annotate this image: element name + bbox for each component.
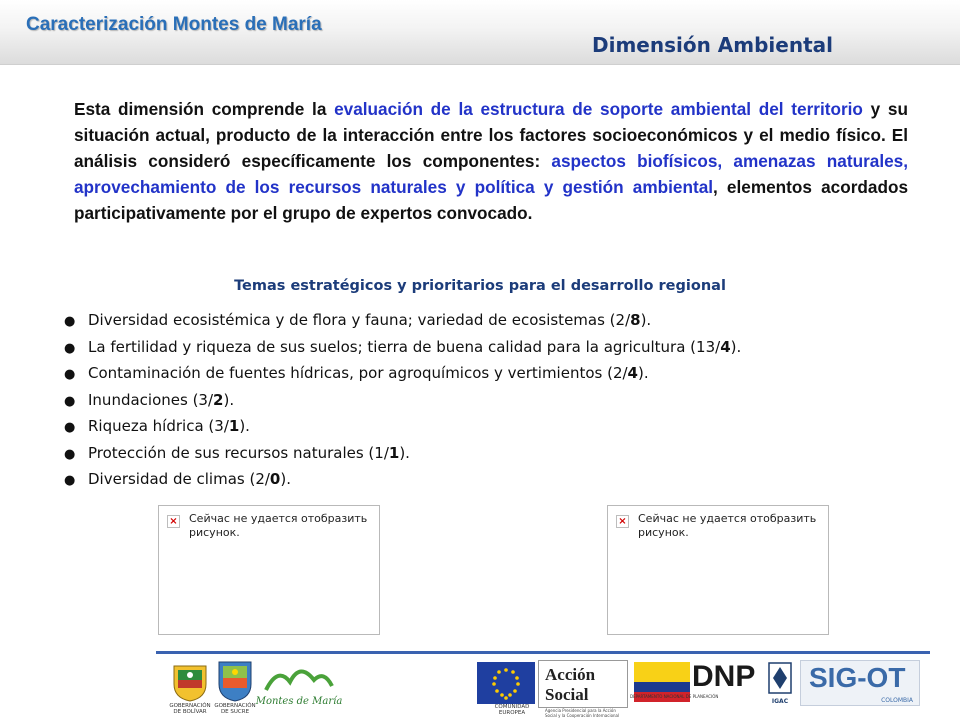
intro-text-1: Esta dimensión comprende la (74, 99, 335, 119)
bullet-icon: ● (64, 420, 76, 435)
sig-ot-subtitle: COLOMBIA (881, 697, 913, 704)
brand-title: Caracterización Montes de María (26, 14, 322, 35)
topic-end: ). (280, 470, 291, 488)
topic-end: ). (637, 364, 649, 382)
list-item (64, 361, 741, 388)
topic-count: 2 (213, 390, 224, 409)
accion-social-label: Acción Social (545, 665, 596, 704)
topic-count: 0 (269, 470, 281, 488)
topic-end: ). (223, 390, 235, 409)
gob-sucre-caption: GOBERNACIÓN DE SUCRE (214, 703, 256, 715)
subheading: Temas estratégicos y prioritarios para el desarrollo regional (234, 278, 726, 294)
bullet-icon: ● (64, 393, 76, 409)
bullet-icon: ● (64, 367, 76, 382)
list-item (64, 388, 741, 415)
intro-text-3: , elementos acordados participativamente por el grupo de expertos convocado. (74, 177, 908, 223)
topic-count: 1 (388, 443, 400, 462)
footer-rule (156, 651, 930, 654)
igac-emblem-icon (768, 662, 792, 694)
topic-end: ). (399, 443, 410, 462)
broken-image-message: Сейчас не удается отобразить рисунок. (189, 512, 368, 539)
broken-image-icon: × (167, 515, 180, 528)
dnp-subtitle: DEPARTAMENTO NACIONAL DE PLANEACIÓN (630, 694, 719, 699)
list-item (64, 308, 741, 335)
topic-count: 4 (627, 364, 638, 382)
topic-text: Diversidad ecosistémica y de flora y fauna; variedad de ecosistemas (2/ (88, 311, 631, 329)
intro-highlight-2: aspectos biofísicos, amenazas naturales, aprovechamiento de los recursos naturales y política y gestión ambiental (74, 151, 908, 197)
broken-image-left (158, 505, 380, 635)
bullet-icon: ● (64, 473, 76, 488)
topic-text: Riqueza hídrica (3/ (88, 417, 229, 435)
bullet-icon: ● (64, 340, 76, 356)
accion-social-logo (538, 660, 628, 718)
topic-end: ). (640, 311, 652, 329)
list-item (64, 467, 741, 494)
comunidad-europea-caption: COMUNIDAD EUROPEA (494, 704, 530, 716)
accion-social-subtitle: Agencia Presidencial para la Acción Social y la Cooperación Internacional (545, 708, 620, 718)
broken-image-right (607, 505, 829, 635)
list-item (64, 441, 741, 468)
sig-ot-label: SIG-OT (809, 662, 906, 693)
intro-highlight-1: evaluación de la estructura de soporte ambiental del territorio (334, 99, 863, 119)
topic-end: ). (239, 417, 250, 435)
sucre-coat-of-arms-logo (216, 658, 254, 702)
list-item (64, 414, 741, 441)
bullet-icon: ● (64, 446, 76, 462)
bolivar-coat-of-arms-logo (170, 660, 210, 702)
gob-bolivar-caption: GOBERNACIÓN DE BOLÍVAR (169, 703, 211, 715)
dnp-logo (630, 660, 768, 699)
dnp-label: DNP (692, 660, 756, 693)
topic-text: Contaminación de fuentes hídricas, por agroquímicos y vertimientos (2/ (88, 364, 628, 382)
topic-count: 1 (228, 417, 240, 435)
fundacion-montes-de-maria-logo (255, 660, 343, 708)
topic-text: Protección de sus recursos naturales (1/ (88, 443, 389, 462)
eu-flag-logo (477, 662, 535, 704)
section-title: Dimensión Ambiental (592, 33, 834, 57)
topic-end: ). (730, 337, 742, 356)
intro-paragraph (74, 96, 908, 226)
fundacion-logo-text: Montes de María (255, 696, 343, 707)
topic-count: 4 (720, 337, 731, 356)
igac-label: IGAC (771, 698, 789, 705)
topic-text: Diversidad de climas (2/ (88, 470, 270, 488)
intro-text-2: y su situación actual, producto de la interacción entre los factores socioeconómicos y el medio físico. El análisis consideró específicamente los componentes: (74, 99, 908, 171)
list-item (64, 335, 741, 362)
topic-count: 8 (630, 311, 641, 329)
broken-image-icon: × (616, 515, 629, 528)
bullet-icon: ● (64, 314, 76, 329)
topic-list (64, 308, 741, 494)
topic-text: La fertilidad y riqueza de sus suelos; tierra de buena calidad para la agricultura (13/ (88, 337, 721, 356)
topic-text: Inundaciones (3/ (88, 390, 214, 409)
broken-image-message: Сейчас не удается отобразить рисунок. (638, 512, 817, 539)
sig-ot-logo (800, 660, 920, 706)
igac-logo (768, 662, 792, 706)
